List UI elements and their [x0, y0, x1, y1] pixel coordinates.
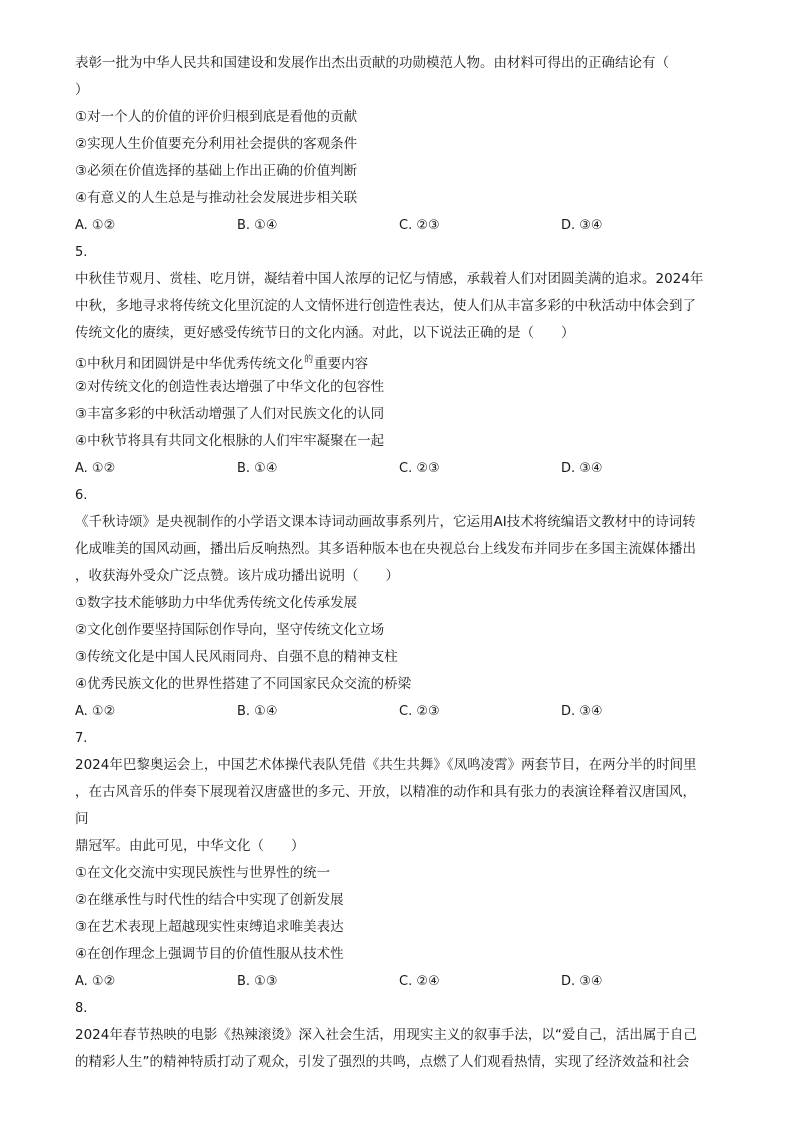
- question-stem-line: 中秋佳节观月、赏桂、吃月饼，凝结着中国人浓厚的记忆与情感，承载着人们对团圆美满的追求。2024年: [75, 271, 704, 287]
- question-number: 5.: [75, 245, 88, 260]
- statement: ③必须在价值选择的基础上作出正确的价值判断: [75, 163, 358, 179]
- question-stem-line: 鼎冠军。由此可见，中华文化（ ）: [75, 838, 305, 854]
- question-6: [75, 482, 725, 725]
- question-7: [75, 725, 725, 995]
- statement: ②对传统文化的创造性表达增强了中华文化的包容性: [75, 379, 385, 395]
- statement: ③在艺术表现上超越现实性束缚追求唯美表达: [75, 919, 344, 935]
- option-c: C. ②③: [399, 218, 440, 233]
- question-5: [75, 239, 725, 482]
- statement: ②实现人生价值要充分利用社会提供的客观条件: [75, 136, 358, 152]
- option-a: A. ①②: [75, 974, 116, 989]
- question-stem-line: 化成唯美的国风动画，播出后反响热烈。其多语种版本也在央视总台上线发布并同步在多国主流媒体播出: [75, 541, 696, 557]
- question-number: 6.: [75, 488, 88, 503]
- question-8: [75, 995, 725, 1076]
- question-stem-line: 传统文化的赓续，更好感受传统节日的文化内涵。对此，以下说法正确的是（ ）: [75, 325, 575, 341]
- option-c: C. ②③: [399, 704, 440, 719]
- question-stem-line: ）: [75, 82, 89, 98]
- statement: ②文化创作要坚持国际创作导向，坚守传统文化立场: [75, 622, 385, 638]
- answer-options: [75, 698, 725, 725]
- option-c: C. ②④: [399, 974, 440, 989]
- question-number: 7.: [75, 731, 88, 746]
- statement: ④在创作理念上强调节目的价值性服从技术性: [75, 946, 344, 962]
- question-stem-line: 《千秋诗颂》是央视制作的小学语文课本诗词动画故事系列片，它运用AI技术将统编语文教材中的诗词转: [75, 514, 696, 530]
- statement: ④有意义的人生总是与推动社会发展进步相关联: [75, 190, 358, 206]
- statement-text: 重要内容: [314, 356, 369, 372]
- answer-options: [75, 455, 725, 482]
- option-b: B. ①④: [237, 461, 278, 476]
- question-stem-line: 表彰一批为中华人民共和国建设和发展作出杰出贡献的功勋模范人物。由材料可得出的正确结论有（: [75, 55, 669, 71]
- question-stem-line: 中秋，多地寻求将传统文化里沉淀的人文情怀进行创造性表达，使人们从丰富多彩的中秋活动中体会到了: [75, 298, 696, 314]
- statement-text: ①中秋月和团圆饼是中华优秀传统文化: [75, 356, 304, 372]
- option-a: A. ①②: [75, 218, 116, 233]
- answer-options: [75, 212, 725, 239]
- option-c: C. ②③: [399, 461, 440, 476]
- statement: ②在继承性与时代性的结合中实现了创新发展: [75, 892, 344, 908]
- question-stem-line: 2024年巴黎奥运会上，中国艺术体操代表队凭借《共生共舞》《凤鸣凌霄》两套节目，在两分半的时间里: [75, 757, 697, 773]
- statement: [75, 347, 725, 374]
- question-4: [75, 50, 725, 239]
- option-b: B. ①④: [237, 704, 278, 719]
- question-stem-line: 的精彩人生”的精神特质打动了观众，引发了强烈的共鸣，点燃了人们观看热情，实现了经济效益和社会: [75, 1054, 690, 1070]
- question-stem-line: 2024年春节热映的电影《热辣滚烫》深入社会生活，用现实主义的叙事手法，以“爱自己，活出属于自己: [75, 1027, 697, 1043]
- statement: ③丰富多彩的中秋活动增强了人们对民族文化的认同: [75, 406, 385, 422]
- option-d: D. ③④: [561, 218, 603, 233]
- question-stem-line: ，收获海外受众广泛点赞。该片成功播出说明（ ）: [75, 568, 399, 584]
- option-d: D. ③④: [561, 974, 603, 989]
- option-b: B. ①③: [237, 974, 278, 989]
- question-number: 8.: [75, 1001, 88, 1016]
- option-d: D. ③④: [561, 461, 603, 476]
- option-d: D. ③④: [561, 704, 603, 719]
- statement: ④优秀民族文化的世界性搭建了不同国家民众交流的桥梁: [75, 676, 412, 692]
- statement: ①数字技术能够助力中华优秀传统文化传承发展: [75, 595, 358, 611]
- statement: ③传统文化是中国人民风雨同舟、自强不息的精神支柱: [75, 649, 398, 665]
- statement: ④中秋节将具有共同文化根脉的人们牢牢凝聚在一起: [75, 433, 385, 449]
- answer-options: [75, 968, 725, 995]
- exam-page: [75, 50, 725, 1076]
- question-stem-line: ，在古风音乐的伴奏下展现着汉唐盛世的多元、开放，以精准的动作和具有张力的表演诠释着汉唐国风，: [75, 784, 696, 800]
- option-a: A. ①②: [75, 461, 116, 476]
- statement-superscript: 的: [304, 355, 314, 365]
- question-stem-line: 问: [75, 811, 89, 827]
- statement: ①在文化交流中实现民族性与世界性的统一: [75, 865, 331, 881]
- statement: ①对一个人的价值的评价归根到底是看他的贡献: [75, 109, 358, 125]
- option-a: A. ①②: [75, 704, 116, 719]
- option-b: B. ①④: [237, 218, 278, 233]
